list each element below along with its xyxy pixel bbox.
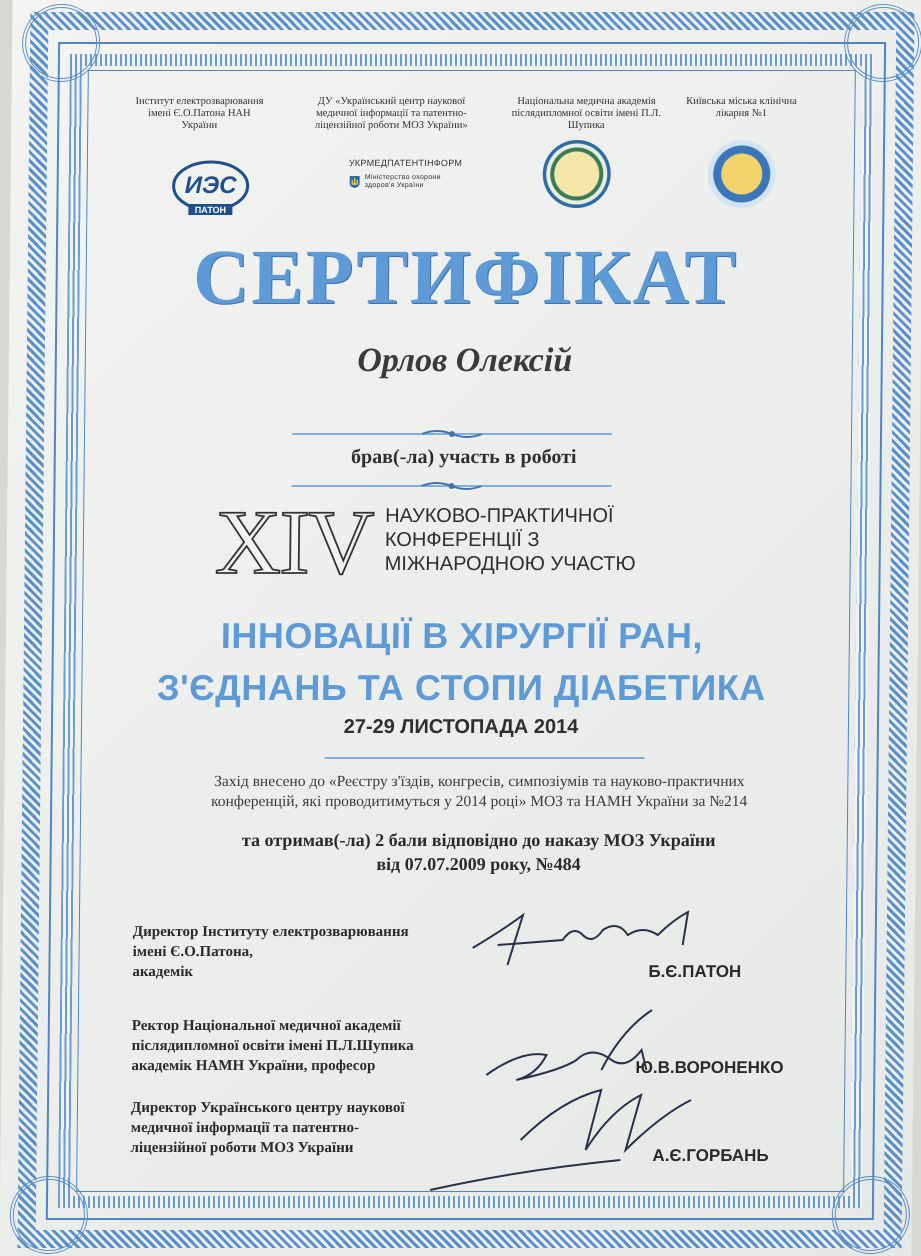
conference-line: МІЖНАРОДНОЮ УЧАСТЮ bbox=[384, 553, 636, 575]
conference-dates: 27-29 ЛИСТОПАДА 2014 bbox=[343, 716, 579, 738]
topic-line: З'ЄДНАНЬ ТА СТОПИ ДІАБЕТИКА bbox=[156, 667, 766, 708]
role-line: академік НАМН України, професор bbox=[131, 1058, 376, 1074]
recipient-name: Орлов Олексій bbox=[357, 342, 573, 379]
conference-line: КОНФЕРЕНЦІЇ З bbox=[384, 529, 540, 551]
ies-logo-text: ИЭС bbox=[184, 172, 237, 199]
topic-line: ІННОВАЦІЇ В ХІРУРГІЇ РАН, bbox=[220, 615, 704, 656]
signatory-role-voronenko bbox=[131, 1016, 492, 1076]
corner-ornament bbox=[844, 4, 921, 82]
divider-ornament bbox=[292, 428, 612, 440]
registry-line: Захід внесено до «Реєстру з'їздів, конгресів, симпозіумів та науково-практичних bbox=[214, 773, 745, 790]
signatory-name-paton: Б.Є.ПАТОН bbox=[648, 962, 742, 981]
ukrmedpatentinform-logo bbox=[349, 158, 463, 190]
signatory-role-gorban bbox=[130, 1098, 491, 1158]
role-line: медичної інформації та патентно- bbox=[130, 1120, 360, 1136]
signatory-name-voronenko: Ю.В.ВОРОНЕНКО bbox=[635, 1058, 784, 1077]
role-line: післядипломної освіти імені П.Л.Шупика bbox=[131, 1038, 414, 1054]
coat-of-arms-icon bbox=[349, 175, 361, 189]
role-line: Директор Інституту електрозварювання bbox=[132, 924, 409, 940]
conference-line: НАУКОВО-ПРАКТИЧНОЇ bbox=[385, 505, 614, 527]
org-shupyk-academy: Національна медична академія післядипломної освіти імені П.Л. Шупика bbox=[511, 96, 662, 131]
shupyk-academy-seal bbox=[542, 140, 611, 208]
ies-logo-sub: ПАТОН bbox=[194, 205, 227, 215]
ies-paton-logo bbox=[170, 160, 251, 216]
participation-text: брав(-ла) участь в роботі bbox=[350, 446, 577, 468]
certificate-title: СЕРТИФІКАТ bbox=[192, 233, 739, 320]
registry-note bbox=[154, 772, 804, 812]
registry-line: конференцій, які проводитимуться у 2014 році» МОЗ та НАМН України за №214 bbox=[210, 793, 748, 810]
role-line: Ректор Національної медичної академії bbox=[131, 1018, 401, 1034]
org-kyiv-hospital-1: Київська міська клінічна лікарня №1 bbox=[686, 96, 797, 119]
conference-topic bbox=[5, 610, 918, 714]
ukrmed-logo-sub: Міністерство охорони здоров'я України bbox=[364, 174, 441, 189]
points-awarded bbox=[153, 828, 804, 876]
org-paton-institute: Інститут електрозварювання імені Є.О.Патона НАН України bbox=[135, 96, 264, 131]
org-ukrmedpatentinform: ДУ «Український центр наукової медичної інформації та патентно-ліцензійної роботи МОЗ України» bbox=[314, 96, 468, 131]
signatory-name-gorban: А.Є.ГОРБАНЬ bbox=[652, 1146, 769, 1165]
signatory-role-paton bbox=[132, 922, 493, 982]
hospital-seal bbox=[707, 140, 776, 208]
role-line: імені Є.О.Патона, bbox=[132, 944, 253, 960]
conference-type bbox=[385, 504, 637, 576]
role-line: ліцензійної роботи МОЗ України bbox=[130, 1140, 354, 1156]
points-line: від 07.07.2009 року, №484 bbox=[376, 854, 581, 874]
role-line: Директор Українського центру наукової bbox=[130, 1100, 405, 1116]
ukrmed-logo-title: УКРМЕДПАТЕНТІНФОРМ bbox=[348, 158, 463, 168]
points-line: та отримав(-ла) 2 бали відповідно до наказу МОЗ України bbox=[241, 830, 716, 850]
divider-line bbox=[325, 752, 645, 764]
conference-number: XIV bbox=[214, 491, 373, 593]
role-line: академік bbox=[132, 964, 194, 980]
